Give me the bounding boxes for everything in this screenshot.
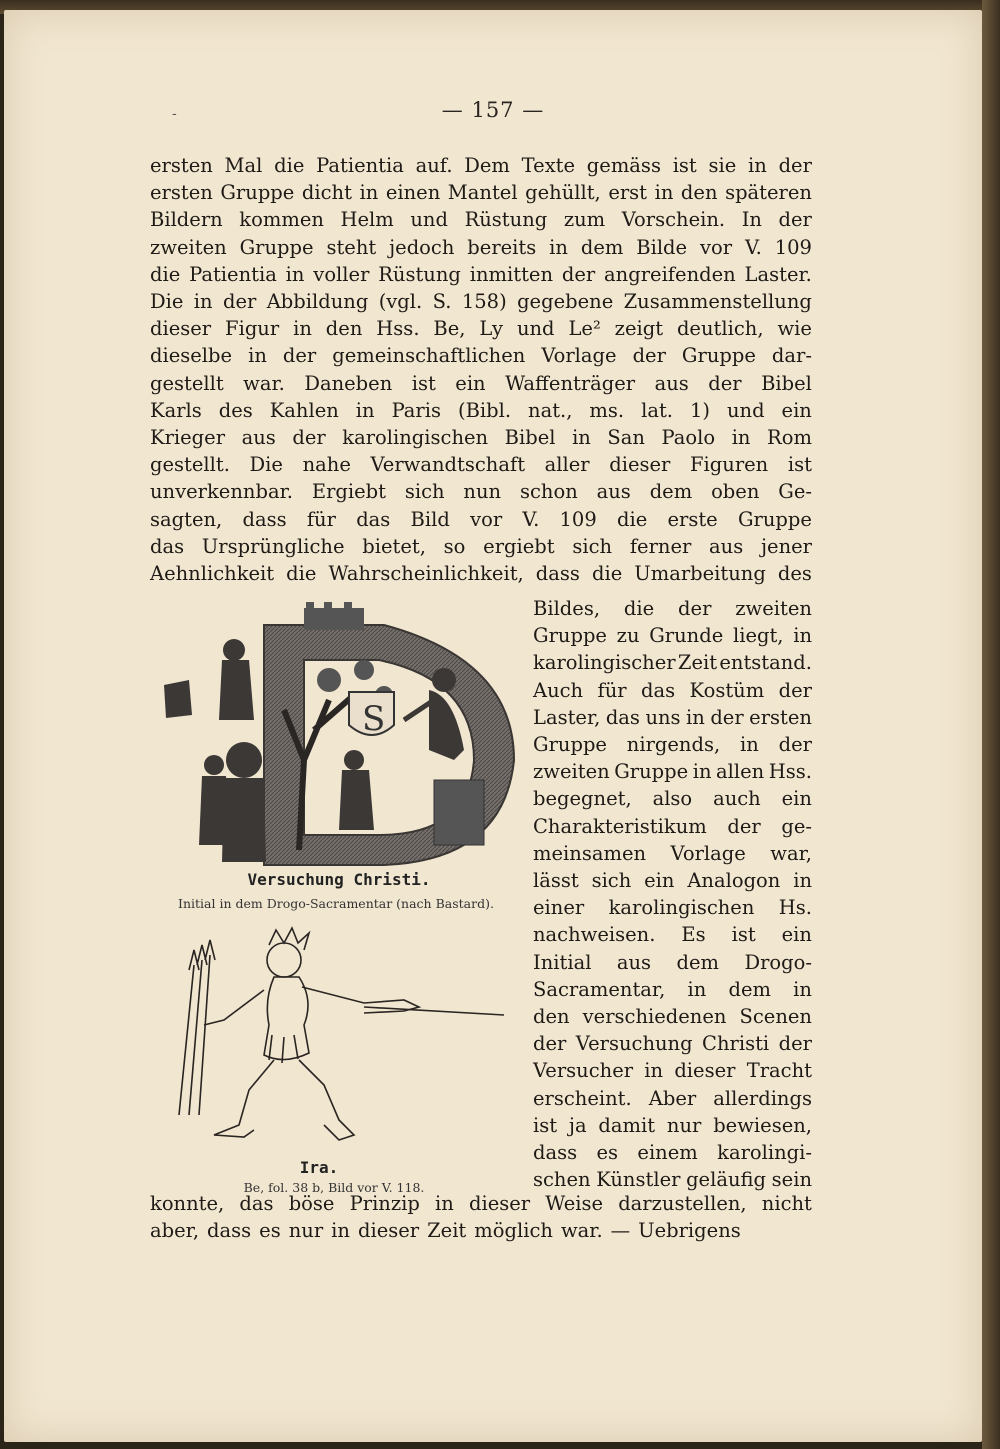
text-line: Gruppe nirgends, in der	[533, 733, 812, 756]
page-number: — 157 —	[441, 98, 545, 122]
text-line: dieser Figur in den Hss. Be, Ly und Le² zeigt deutlich, wie	[150, 317, 812, 341]
book-page	[4, 10, 982, 1442]
page-mark: ‐	[172, 106, 177, 122]
text-line: gestellt. Die nahe Verwandtschaft aller dieser Figuren ist	[150, 453, 812, 477]
text-line: karolingischer Zeit entstand.	[533, 651, 812, 675]
text-line: sagten, dass für das Bild vor V. 109 die erste Gruppe	[150, 507, 812, 531]
text-line: gestellt war. Daneben ist ein Waffenträger aus der Bibel	[150, 371, 812, 395]
text-line: zweiten Gruppe steht jedoch bereits in dem Bilde vor V. 109	[150, 235, 812, 259]
text-line: nachweisen. Es ist ein	[533, 923, 812, 947]
text-line: Krieger aus der karolingischen Bibel in San Paolo in Rom	[150, 426, 812, 449]
text-line: einer karolingischen Hs.	[533, 896, 812, 920]
figure-caption-subtitle: Initial in dem Drogo-Sacramentar (nach Bastard).	[178, 896, 494, 911]
figure-caption-title: Versuchung Christi.	[247, 870, 431, 889]
text-line: Initial aus dem Drogo-	[533, 950, 812, 974]
text-line: lässt sich ein Analogon in	[533, 869, 812, 892]
text-line: Versucher in dieser Tracht	[533, 1059, 812, 1083]
figure-caption-subtitle: Be, fol. 38 b, Bild vor V. 118.	[243, 1180, 425, 1195]
text-line: den verschiedenen Scenen	[533, 1005, 812, 1028]
text-line: Karls des Kahlen in Paris (Bibl. nat., ms. lat. 1) und ein	[150, 398, 812, 422]
initial-d-illustration	[154, 600, 524, 880]
initial-shield-letter: S	[362, 699, 386, 739]
text-line: dieselbe in der gemeinschaftlichen Vorlage der Gruppe dar-	[150, 344, 812, 368]
ira-illustration	[174, 925, 514, 1155]
text-line: unverkennbar. Ergiebt sich nun schon aus dem oben Ge-	[150, 480, 812, 504]
text-line: Die in der Abbildung (vgl. S. 158) gegebene Zusammenstellung	[150, 290, 812, 313]
text-line: meinsamen Vorlage war,	[533, 841, 812, 865]
text-line: ersten Mal die Patientia auf. Dem Texte gemäss ist sie in der	[150, 154, 812, 177]
text-line: Bildes, die der zweiten	[533, 597, 812, 620]
text-line: Charakteristikum der ge-	[533, 814, 812, 838]
text-line: ersten Gruppe dicht in einen Mantel gehüllt, erst in den späteren	[150, 181, 812, 205]
text-line: zweiten Gruppe in allen Hss.	[533, 760, 812, 784]
text-line: Gruppe zu Grunde liegt, in	[533, 624, 812, 648]
text-line: Bildern kommen Helm und Rüstung zum Vorschein. In der	[150, 208, 812, 232]
text-line: Sacramentar, in dem in	[533, 977, 812, 1001]
text-line: erscheint. Aber allerdings	[533, 1086, 812, 1110]
figure-caption-title: Ira.	[299, 1158, 339, 1177]
text-line: konnte, das böse Prinzip in dieser Weise darzustellen, nicht	[150, 1192, 812, 1215]
text-line: das Ursprüngliche bietet, so ergiebt sich ferner aus jener	[150, 534, 812, 558]
text-line: Auch für das Kostüm der	[533, 678, 812, 702]
text-line: die Patientia in voller Rüstung inmitten der angreifenden Laster.	[150, 262, 812, 286]
text-line: begegnet, also auch ein	[533, 787, 812, 811]
text-line: Laster, das uns in der ersten	[533, 705, 812, 729]
text-line: Aehnlichkeit die Wahrscheinlichkeit, dass die Umarbeitung des	[150, 562, 812, 585]
text-line: aber, dass es nur in dieser Zeit möglich war. — Uebrigens	[150, 1219, 741, 1243]
text-line: der Versuchung Christi der	[533, 1032, 812, 1056]
text-line: dass es einem karolingi-	[533, 1141, 812, 1164]
text-line: schen Künstler geläufig sein	[533, 1168, 812, 1192]
book-right-edge	[982, 0, 1000, 1449]
text-line: ist ja damit nur bewiesen,	[533, 1113, 812, 1137]
